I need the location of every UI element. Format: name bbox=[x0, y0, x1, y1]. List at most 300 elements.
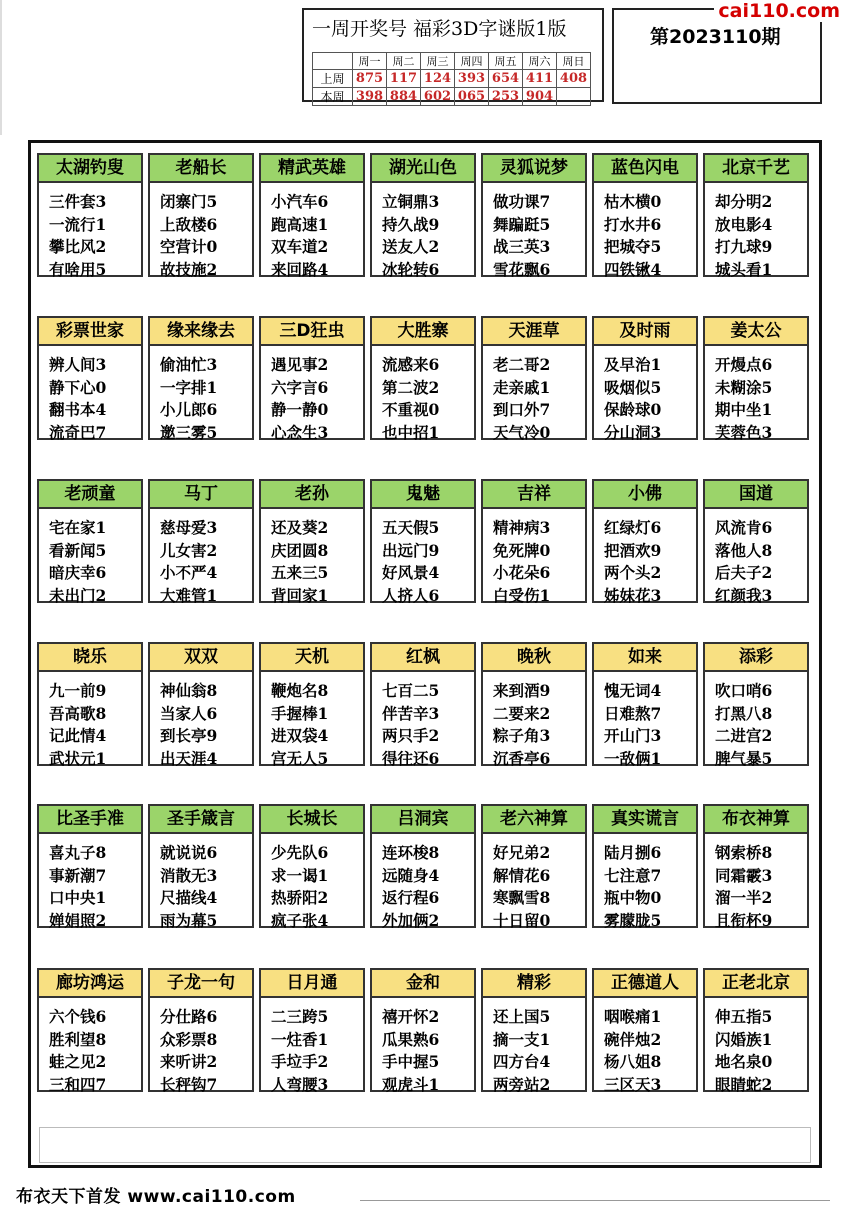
riddle-line: 免死牌0 bbox=[493, 540, 551, 560]
draw-number: 884 bbox=[387, 88, 421, 106]
riddle-line: 且衔杯9 bbox=[715, 910, 773, 930]
riddle-line: 小汽车6 bbox=[271, 192, 329, 211]
riddle-line: 杨八姐8 bbox=[604, 1052, 662, 1071]
riddle-line: 六个钱6 bbox=[49, 1007, 107, 1026]
issue-panel bbox=[612, 8, 822, 104]
weekly-results-panel bbox=[302, 8, 604, 102]
puzzle-card bbox=[592, 479, 698, 603]
puzzle-card bbox=[37, 479, 143, 603]
puzzle-card bbox=[37, 804, 143, 928]
riddle-lines bbox=[49, 354, 106, 444]
riddle-line: 持久战9 bbox=[382, 214, 440, 234]
riddle-line: 来回路4 bbox=[271, 259, 329, 279]
riddle-line: 胜利望8 bbox=[49, 1029, 107, 1049]
riddle-lines bbox=[493, 842, 550, 932]
riddle-lines bbox=[160, 842, 217, 932]
riddle-line: 疯子张4 bbox=[271, 910, 329, 930]
riddle-line: 脾气暴5 bbox=[715, 748, 773, 768]
riddle-line: 蛙之见2 bbox=[49, 1052, 107, 1071]
riddle-line: 冰轮转6 bbox=[382, 259, 440, 279]
author-name: 北京千艺 bbox=[703, 153, 809, 183]
riddle-line: 消散无3 bbox=[160, 865, 218, 885]
author-name: 蓝色闪电 bbox=[592, 153, 698, 183]
riddle-line: 精神病3 bbox=[493, 518, 551, 537]
riddle-lines bbox=[271, 191, 328, 281]
author-name: 鬼魅 bbox=[370, 479, 476, 509]
riddle-line: 第二波2 bbox=[382, 377, 440, 397]
weekday-header-row bbox=[313, 53, 591, 70]
author-name: 廊坊鸿运 bbox=[37, 968, 143, 998]
author-name: 老六神算 bbox=[481, 804, 587, 834]
draw-number bbox=[557, 88, 591, 106]
riddle-line: 得往还6 bbox=[382, 748, 440, 768]
author-name: 及时雨 bbox=[592, 316, 698, 346]
riddle-lines bbox=[604, 354, 661, 444]
riddle-line: 开熳点6 bbox=[715, 355, 773, 374]
riddle-line: 五来三5 bbox=[271, 563, 329, 582]
riddle-lines bbox=[382, 1006, 439, 1096]
riddle-line: 芙蓉色3 bbox=[715, 422, 773, 442]
riddle-line: 禧开怀2 bbox=[382, 1007, 440, 1026]
riddle-line: 期中坐1 bbox=[715, 400, 773, 419]
riddle-line: 小不严4 bbox=[160, 563, 218, 582]
weekday-header: 周三 bbox=[421, 53, 455, 70]
riddle-line: 长秤钩7 bbox=[160, 1074, 218, 1094]
riddle-line: 伸五指5 bbox=[715, 1007, 773, 1026]
riddle-line: 一字排1 bbox=[160, 377, 218, 397]
this-week-row bbox=[313, 88, 591, 106]
riddle-line: 天气冷0 bbox=[493, 422, 551, 442]
riddle-line: 远随身4 bbox=[382, 865, 440, 885]
riddle-line: 到长亭9 bbox=[160, 726, 218, 745]
puzzle-card bbox=[259, 804, 365, 928]
riddle-line: 吸烟似5 bbox=[604, 377, 662, 397]
author-name: 缘来缘去 bbox=[148, 316, 254, 346]
riddle-line: 求一谒1 bbox=[271, 865, 329, 885]
riddle-line: 寒飘雪8 bbox=[493, 888, 551, 907]
riddle-line: 人挤人6 bbox=[382, 585, 440, 605]
riddle-line: 三件套3 bbox=[49, 192, 107, 211]
puzzle-card bbox=[370, 316, 476, 440]
riddle-line: 慈母爱3 bbox=[160, 518, 218, 537]
riddle-line: 红绿灯6 bbox=[604, 518, 662, 537]
riddle-line: 还上国5 bbox=[493, 1007, 551, 1026]
puzzle-card bbox=[148, 153, 254, 277]
riddle-line: 四铁锹4 bbox=[604, 259, 662, 279]
puzzle-card bbox=[592, 316, 698, 440]
author-name: 灵狐说梦 bbox=[481, 153, 587, 183]
riddle-line: 闪婚族1 bbox=[715, 1029, 773, 1049]
riddle-line: 瓜果熟6 bbox=[382, 1029, 440, 1049]
riddle-line: 尺描线4 bbox=[160, 888, 218, 907]
riddle-line: 遇见事2 bbox=[271, 355, 329, 374]
riddle-line: 打水井6 bbox=[604, 214, 662, 234]
riddle-lines bbox=[160, 517, 217, 607]
puzzle-card bbox=[481, 968, 587, 1092]
riddle-lines bbox=[604, 680, 661, 770]
riddle-line: 五天假5 bbox=[382, 518, 440, 537]
riddle-line: 沉香亭6 bbox=[493, 748, 551, 768]
riddle-lines bbox=[160, 1006, 217, 1096]
riddle-lines bbox=[493, 680, 550, 770]
weekday-header: 周五 bbox=[489, 53, 523, 70]
puzzle-card bbox=[259, 479, 365, 603]
author-name: 圣手箴言 bbox=[148, 804, 254, 834]
riddle-line: 观虎斗1 bbox=[382, 1074, 440, 1094]
riddle-line: 静下心0 bbox=[49, 377, 107, 397]
author-name: 如来 bbox=[592, 642, 698, 672]
riddle-lines bbox=[715, 517, 772, 607]
draw-number: 904 bbox=[523, 88, 557, 106]
riddle-line: 粽子角3 bbox=[493, 726, 551, 745]
draw-number: 408 bbox=[557, 70, 591, 88]
riddle-line: 来听讲2 bbox=[160, 1052, 218, 1071]
riddle-line: 众彩票8 bbox=[160, 1029, 218, 1049]
footer-credit: 布衣天下首发 www.cai110.com bbox=[16, 1187, 296, 1206]
puzzle-card bbox=[259, 316, 365, 440]
riddle-line: 空营计0 bbox=[160, 237, 218, 256]
riddle-line: 七百二5 bbox=[382, 681, 440, 700]
riddle-lines bbox=[493, 517, 550, 607]
riddle-line: 放电影4 bbox=[715, 214, 773, 234]
riddle-line: 上敌楼6 bbox=[160, 214, 218, 234]
left-edge-rule bbox=[0, 0, 2, 135]
author-name: 三D狂虫 bbox=[259, 316, 365, 346]
riddle-line: 风流肯6 bbox=[715, 518, 773, 537]
puzzle-card bbox=[148, 316, 254, 440]
puzzle-card bbox=[481, 804, 587, 928]
author-name: 精武英雄 bbox=[259, 153, 365, 183]
author-name: 正德道人 bbox=[592, 968, 698, 998]
weekday-header: 周四 bbox=[455, 53, 489, 70]
riddle-line: 暗庆幸6 bbox=[49, 563, 107, 582]
puzzle-card bbox=[703, 479, 809, 603]
riddle-line: 雾朦胧5 bbox=[604, 910, 662, 930]
riddle-line: 鞭炮名8 bbox=[271, 681, 329, 700]
riddle-lines bbox=[271, 842, 328, 932]
riddle-line: 双车道2 bbox=[271, 237, 329, 256]
riddle-lines bbox=[49, 517, 106, 607]
riddle-line: 未糊涂5 bbox=[715, 377, 773, 397]
riddle-line: 瓶中物0 bbox=[604, 888, 662, 907]
puzzle-card bbox=[481, 642, 587, 766]
riddle-line: 小儿郎6 bbox=[160, 400, 218, 419]
riddle-lines bbox=[382, 842, 439, 932]
author-name: 比圣手准 bbox=[37, 804, 143, 834]
riddle-line: 一敌俩1 bbox=[604, 748, 662, 768]
riddle-lines bbox=[49, 191, 106, 281]
author-name: 布衣神算 bbox=[703, 804, 809, 834]
author-name: 天涯草 bbox=[481, 316, 587, 346]
draw-number: 124 bbox=[421, 70, 455, 88]
riddle-line: 后夫子2 bbox=[715, 563, 773, 582]
riddle-line: 城头看1 bbox=[715, 259, 773, 279]
riddle-line: 看新闻5 bbox=[49, 540, 107, 560]
author-name: 正老北京 bbox=[703, 968, 809, 998]
riddle-line: 翻书本4 bbox=[49, 400, 107, 419]
riddle-line: 走亲戚1 bbox=[493, 377, 551, 397]
riddle-line: 连环梭8 bbox=[382, 843, 440, 862]
puzzle-card bbox=[592, 642, 698, 766]
puzzle-card bbox=[592, 968, 698, 1092]
riddle-line: 出天涯4 bbox=[160, 748, 218, 768]
riddle-lines bbox=[49, 680, 106, 770]
riddle-line: 碗伴烛2 bbox=[604, 1029, 662, 1049]
riddle-line: 来到酒9 bbox=[493, 681, 551, 700]
riddle-line: 手握棒1 bbox=[271, 703, 329, 723]
riddle-line: 老二哥2 bbox=[493, 355, 551, 374]
riddle-line: 二三跨5 bbox=[271, 1007, 329, 1026]
riddle-line: 手垃手2 bbox=[271, 1052, 329, 1071]
riddle-line: 事新潮7 bbox=[49, 865, 107, 885]
riddle-line: 出远门9 bbox=[382, 540, 440, 560]
author-name: 双双 bbox=[148, 642, 254, 672]
riddle-lines bbox=[160, 191, 217, 281]
row-label: 上周 bbox=[313, 70, 353, 88]
riddle-line: 宫无人5 bbox=[271, 748, 329, 768]
riddle-line: 日难熬7 bbox=[604, 703, 662, 723]
riddle-line: 舞蹁跹5 bbox=[493, 214, 551, 234]
riddle-lines bbox=[271, 354, 328, 444]
author-name: 天机 bbox=[259, 642, 365, 672]
riddle-lines bbox=[715, 680, 772, 770]
riddle-line: 做功课7 bbox=[493, 192, 551, 211]
author-name: 添彩 bbox=[703, 642, 809, 672]
riddle-line: 及早治1 bbox=[604, 355, 662, 374]
brand-watermark: cai110.com bbox=[714, 0, 844, 22]
riddle-line: 武状元1 bbox=[49, 748, 107, 768]
author-name: 精彩 bbox=[481, 968, 587, 998]
riddle-line: 溜一半2 bbox=[715, 888, 773, 907]
riddle-line: 红颜我3 bbox=[715, 585, 773, 605]
riddle-lines bbox=[49, 842, 106, 932]
puzzle-grid bbox=[28, 140, 822, 1168]
riddle-lines bbox=[493, 1006, 550, 1096]
riddle-line: 进双袋4 bbox=[271, 726, 329, 745]
riddle-line: 却分明2 bbox=[715, 192, 773, 211]
riddle-line: 当家人6 bbox=[160, 703, 218, 723]
riddle-line: 打九球9 bbox=[715, 237, 773, 256]
riddle-line: 六字言6 bbox=[271, 377, 329, 397]
riddle-line: 解情花6 bbox=[493, 865, 551, 885]
riddle-line: 背回家1 bbox=[271, 585, 329, 605]
draw-number: 393 bbox=[455, 70, 489, 88]
draw-number: 654 bbox=[489, 70, 523, 88]
puzzle-card bbox=[481, 153, 587, 277]
riddle-line: 就说说6 bbox=[160, 843, 218, 862]
riddle-lines bbox=[160, 354, 217, 444]
riddle-line: 把城夺5 bbox=[604, 237, 662, 256]
riddle-line: 打黑八8 bbox=[715, 703, 773, 723]
riddle-line: 一流行1 bbox=[49, 214, 107, 234]
riddle-line: 喜丸子8 bbox=[49, 843, 107, 862]
last-week-row bbox=[313, 70, 591, 88]
draw-number: 875 bbox=[353, 70, 387, 88]
riddle-line: 愧无词4 bbox=[604, 681, 662, 700]
riddle-lines bbox=[382, 354, 439, 444]
riddle-lines bbox=[493, 191, 550, 281]
riddle-line: 儿女害2 bbox=[160, 540, 218, 560]
riddle-line: 手中握5 bbox=[382, 1052, 440, 1071]
riddle-line: 同霜霰3 bbox=[715, 865, 773, 885]
puzzle-card bbox=[370, 479, 476, 603]
riddle-line: 不重视0 bbox=[382, 400, 440, 419]
draw-number: 398 bbox=[353, 88, 387, 106]
author-name: 日月通 bbox=[259, 968, 365, 998]
riddle-line: 咽喉痛1 bbox=[604, 1007, 662, 1026]
weekday-header: 周一 bbox=[353, 53, 387, 70]
riddle-line: 邀三雾5 bbox=[160, 422, 218, 442]
riddle-lines bbox=[715, 191, 772, 281]
riddle-line: 立铜鼎3 bbox=[382, 192, 440, 211]
riddle-lines bbox=[715, 354, 772, 444]
riddle-lines bbox=[715, 842, 772, 932]
riddle-lines bbox=[271, 680, 328, 770]
riddle-line: 两旁站2 bbox=[493, 1074, 551, 1094]
riddle-line: 神仙翁8 bbox=[160, 681, 218, 700]
puzzle-card bbox=[259, 642, 365, 766]
riddle-line: 吹口哨6 bbox=[715, 681, 773, 700]
riddle-lines bbox=[382, 517, 439, 607]
riddle-line: 落他人8 bbox=[715, 540, 773, 560]
row-label: 本周 bbox=[313, 88, 353, 106]
draw-number: 602 bbox=[421, 88, 455, 106]
row-label-header bbox=[313, 53, 353, 70]
riddle-line: 开山门3 bbox=[604, 726, 662, 745]
puzzle-card bbox=[370, 642, 476, 766]
author-name: 小佛 bbox=[592, 479, 698, 509]
riddle-line: 伴苦辛3 bbox=[382, 703, 440, 723]
riddle-line: 分山洞3 bbox=[604, 422, 662, 442]
riddle-line: 好风景4 bbox=[382, 563, 440, 582]
riddle-line: 十日留0 bbox=[493, 910, 551, 930]
riddle-lines bbox=[49, 1006, 106, 1096]
weekly-results-table bbox=[312, 52, 591, 106]
riddle-lines bbox=[493, 354, 550, 444]
riddle-lines bbox=[382, 191, 439, 281]
riddle-line: 未出门2 bbox=[49, 585, 107, 605]
author-name: 马丁 bbox=[148, 479, 254, 509]
riddle-line: 钢索桥8 bbox=[715, 843, 773, 862]
author-name: 长城长 bbox=[259, 804, 365, 834]
puzzle-card bbox=[592, 804, 698, 928]
author-name: 老顽童 bbox=[37, 479, 143, 509]
riddle-line: 宅在家1 bbox=[49, 518, 107, 537]
riddle-line: 辨人间3 bbox=[49, 355, 107, 374]
weekday-header: 周六 bbox=[523, 53, 557, 70]
riddle-line: 地名泉0 bbox=[715, 1052, 773, 1071]
riddle-line: 摘一支1 bbox=[493, 1029, 551, 1049]
empty-notes-box bbox=[39, 1127, 811, 1163]
issue-number: 第2023110期 bbox=[650, 26, 781, 48]
riddle-line: 小花朵6 bbox=[493, 563, 551, 582]
draw-number: 065 bbox=[455, 88, 489, 106]
puzzle-card bbox=[481, 316, 587, 440]
riddle-line: 雨为幕5 bbox=[160, 910, 218, 930]
riddle-line: 流奇巴7 bbox=[49, 422, 107, 442]
puzzle-card bbox=[148, 479, 254, 603]
riddle-line: 七注意7 bbox=[604, 865, 662, 885]
puzzle-card bbox=[703, 316, 809, 440]
riddle-line: 心念生3 bbox=[271, 422, 329, 442]
riddle-line: 少先队6 bbox=[271, 843, 329, 862]
puzzle-card bbox=[259, 153, 365, 277]
author-name: 湖光山色 bbox=[370, 153, 476, 183]
riddle-line: 闭寨门5 bbox=[160, 192, 218, 211]
riddle-line: 人弯腰3 bbox=[271, 1074, 329, 1094]
riddle-lines bbox=[160, 680, 217, 770]
riddle-line: 也中招1 bbox=[382, 422, 440, 442]
footer-rule bbox=[360, 1200, 830, 1201]
riddle-line: 返行程6 bbox=[382, 888, 440, 907]
puzzle-card bbox=[703, 642, 809, 766]
author-name: 晚秋 bbox=[481, 642, 587, 672]
riddle-line: 分仕路6 bbox=[160, 1007, 218, 1026]
riddle-line: 记此情4 bbox=[49, 726, 107, 745]
riddle-line: 三区天3 bbox=[604, 1074, 662, 1094]
author-name: 老孙 bbox=[259, 479, 365, 509]
riddle-lines bbox=[271, 1006, 328, 1096]
puzzle-card bbox=[370, 968, 476, 1092]
weekday-header: 周二 bbox=[387, 53, 421, 70]
riddle-line: 陆月捌6 bbox=[604, 843, 662, 862]
riddle-line: 二要来2 bbox=[493, 703, 551, 723]
puzzle-card bbox=[37, 316, 143, 440]
riddle-line: 九一前9 bbox=[49, 681, 107, 700]
riddle-line: 婵娟照2 bbox=[49, 910, 107, 930]
riddle-lines bbox=[715, 1006, 772, 1096]
author-name: 子龙一句 bbox=[148, 968, 254, 998]
riddle-line: 流感来6 bbox=[382, 355, 440, 374]
riddle-line: 偷油忙3 bbox=[160, 355, 218, 374]
puzzle-card bbox=[37, 968, 143, 1092]
draw-number: 117 bbox=[387, 70, 421, 88]
riddle-line: 两只手2 bbox=[382, 726, 440, 745]
riddle-line: 到口外7 bbox=[493, 400, 551, 419]
puzzle-card bbox=[148, 804, 254, 928]
author-name: 彩票世家 bbox=[37, 316, 143, 346]
puzzle-card bbox=[703, 153, 809, 277]
riddle-line: 热骄阳2 bbox=[271, 888, 329, 907]
riddle-line: 姊妹花3 bbox=[604, 585, 662, 605]
riddle-line: 大难管1 bbox=[160, 585, 218, 605]
riddle-line: 还及葵2 bbox=[271, 518, 329, 537]
riddle-line: 眼睛蛇2 bbox=[715, 1074, 773, 1094]
puzzle-card bbox=[592, 153, 698, 277]
puzzle-card bbox=[703, 804, 809, 928]
draw-number: 253 bbox=[489, 88, 523, 106]
riddle-line: 外加俩2 bbox=[382, 910, 440, 930]
riddle-line: 送友人2 bbox=[382, 237, 440, 256]
puzzle-card bbox=[37, 642, 143, 766]
riddle-line: 雪花飘6 bbox=[493, 259, 551, 279]
riddle-lines bbox=[604, 191, 661, 281]
riddle-line: 有啥用5 bbox=[49, 259, 107, 279]
puzzle-card bbox=[481, 479, 587, 603]
riddle-line: 四方台4 bbox=[493, 1052, 551, 1071]
puzzle-card bbox=[259, 968, 365, 1092]
riddle-line: 一炷香1 bbox=[271, 1029, 329, 1049]
riddle-line: 故技施2 bbox=[160, 259, 218, 279]
riddle-lines bbox=[604, 517, 661, 607]
weekday-header: 周日 bbox=[557, 53, 591, 70]
puzzle-card bbox=[703, 968, 809, 1092]
riddle-lines bbox=[382, 680, 439, 770]
riddle-line: 跑高速1 bbox=[271, 214, 329, 234]
riddle-line: 枯木横0 bbox=[604, 192, 662, 211]
author-name: 太湖钓叟 bbox=[37, 153, 143, 183]
puzzle-card bbox=[148, 968, 254, 1092]
